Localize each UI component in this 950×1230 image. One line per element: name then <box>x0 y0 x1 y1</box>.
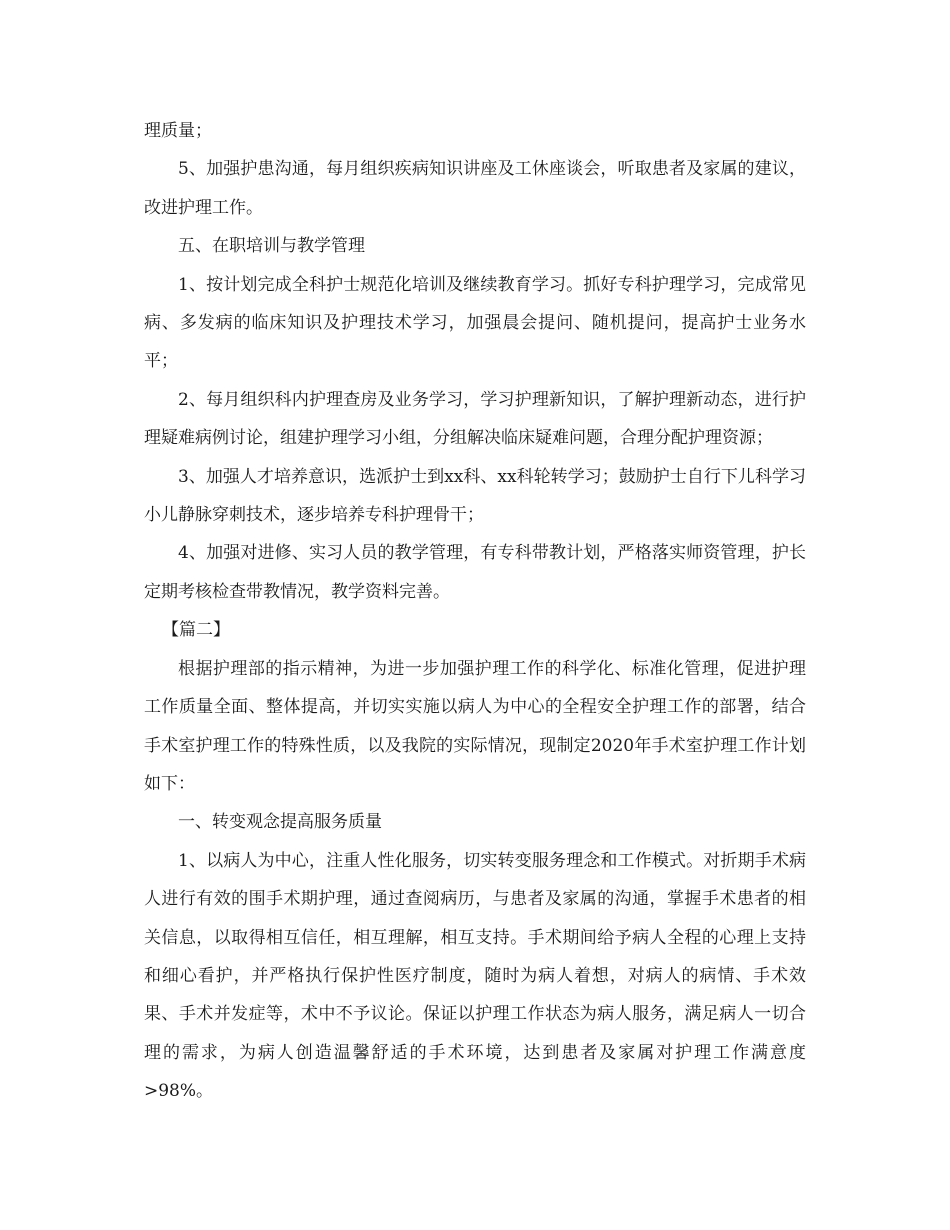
paragraph-item-3: 3、加强人才培养意识，选派护士到xx科、xx科轮转学习；鼓励护士自行下儿科学习小儿静脉穿刺技术，逐步培养专科护理骨干； <box>144 466 806 526</box>
paragraph-item-1: 1、按计划完成全科护士规范化培训及继续教育学习。抓好专科护理学习，完成常见病、多发病的临床知识及护理技术学习，加强晨会提问、随机提问，提高护士业务水平； <box>144 274 806 372</box>
paragraph-service-item-1: 1、以病人为中心，注重人性化服务，切实转变服务理念和工作模式。对折期手术病人进行有效的围手术期护理，通过查阅病历，与患者及家属的沟通，掌握手术患者的相关信息，以取得相互信任，相互理解，相互支持。手术期间给予病人全程的心理上支持和细心看护，并严格执行保护性医疗制度，随时为病人着想，对病人的病情、手术效果、手术并发症等，术中不予议论。保证以护理工作状态为病人服务，满足病人一切合理的需求，为病人创造温馨舒适的手术环境，达到患者及家属对护理工作满意度>98%。 <box>144 850 806 1102</box>
section-heading-service: 一、转变观念提高服务质量 <box>178 812 382 833</box>
section-heading-training: 五、在职培训与教学管理 <box>178 236 365 257</box>
part-heading: 【篇二】 <box>162 620 230 641</box>
paragraph-intro: 根据护理部的指示精神，为进一步加强护理工作的科学化、标准化管理，促进护理工作质量全面、整体提高，并切实实施以病人为中心的全程安全护理工作的部署，结合手术室护理工作的特殊性质，以及我院的实际情况，现制定2020年手术室护理工作计划如下： <box>144 658 806 794</box>
paragraph-item-2: 2、每月组织科内护理查房及业务学习，学习护理新知识，了解护理新动态，进行护理疑难病例讨论，组建护理学习小组，分组解决临床疑难问题，合理分配护理资源； <box>144 389 806 449</box>
document-page <box>144 112 806 1111</box>
paragraph-item-5: 5、加强护患沟通，每月组织疾病知识讲座及工休座谈会，听取患者及家属的建议，改进护理工作。 <box>144 159 806 218</box>
paragraph-continuation: 理质量； <box>144 121 212 141</box>
paragraph-item-4: 4、加强对进修、实习人员的教学管理，有专科带教计划，严格落实师资管理，护长定期考核检查带教情况，教学资料完善。 <box>144 543 806 602</box>
